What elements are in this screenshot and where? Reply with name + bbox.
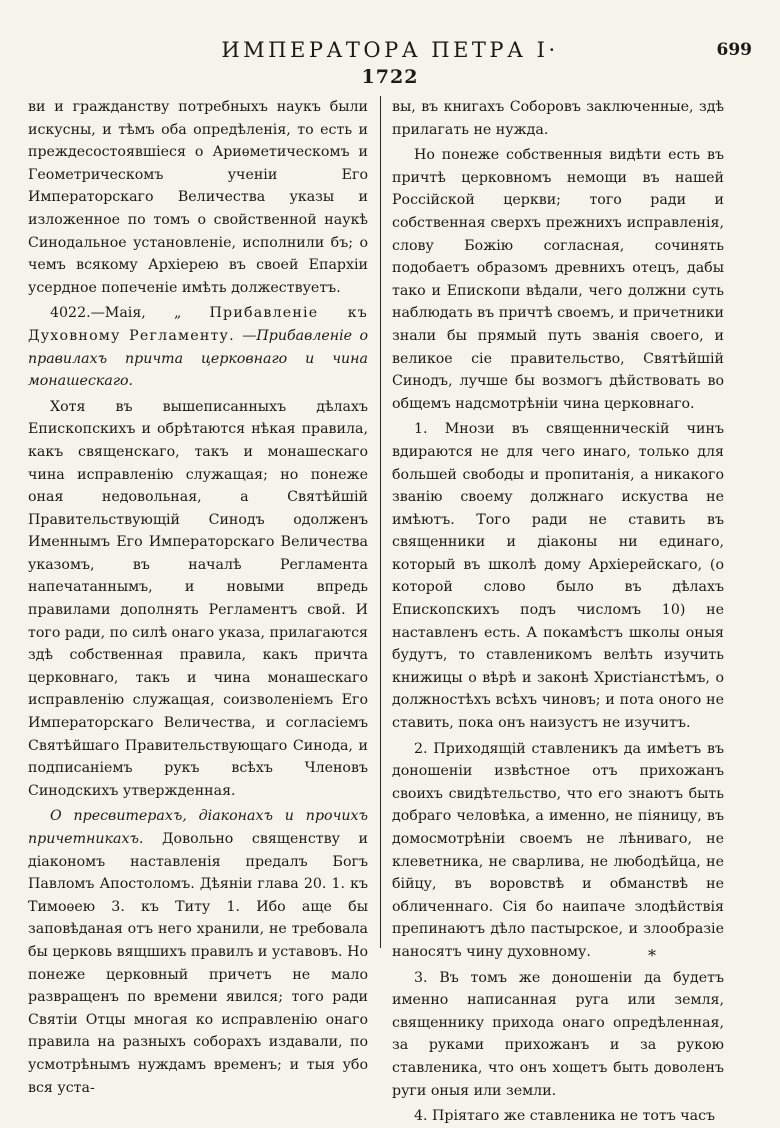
- entry-number: 4022.—Маія,: [50, 305, 146, 322]
- entry-title: Прибавленіе къ Духовному Регламенту.: [28, 305, 369, 344]
- running-title: ИМПЕРАТОРА ПЕТРА I·: [221, 38, 559, 62]
- left-column: [28, 96, 368, 1099]
- footer-mark: *: [648, 946, 656, 965]
- paragraph: 1. Мнози въ священническій чинъ вдираются не для чего инаго, только для большей свободы и пропитанія, а никакого званію своему должнаго искуства не имѣютъ. Того ради не ставить въ священники и діаконы ни единаго, который въ школѣ дому Архіерейскаго, (о которой слово было въ дѣлахъ Епископскихъ подъ числомъ 10) не наставленъ есть. А покамѣстъ школы оныя будутъ, то ставленикомъ велѣть изучить книжицы о вѣрѣ и законѣ Христіанстѣмъ, о должностѣхъ всѣхъ чиновъ; и пота оного не ставить, пока онъ наизустъ не изучитъ.: [392, 421, 724, 732]
- paragraph: ви и гражданству потребныхъ наукъ были искусны, и тѣмъ оба опредѣленія, то есть и преждесостоявшіеся о Ариѳметическомъ и Геометрическомъ ученіи Его Императорскаго Величества указы и изложенное по томъ о свойственной наукѣ Синодальное установленіе, исполнили бъ; о чемъ всякому Архіерею въ своей Епархіи усердное попеченіе имѣть должествуетъ.: [28, 99, 368, 296]
- paragraph: [28, 805, 368, 1099]
- paragraph: 4. Пріятаго же ставленика не тотъ часъ: [414, 1108, 716, 1125]
- paragraph: 2. Приходящій ставленикъ да имѣетъ въ доношеніи извѣстное отъ прихожанъ своихъ свидѣтельство, что его знаютъ быть добраго человѣка, а именно, не піяницу, въ домосмотрѣніи своемъ не лѣниваго, не клеветника, не сварлива, не любодѣйца, не бійцу, въ воровствѣ и обманствѣ не обличеннаго. Сія бо наипаче злодѣйствія препинаютъ дѣло пастырское, и злообразіе наносятъ чину духовному.: [392, 740, 724, 960]
- right-column: [392, 96, 724, 1128]
- section-heading: О пресвитерахъ, діаконахъ и прочихъ причетникахъ.: [28, 808, 368, 847]
- year-heading: 1722: [361, 66, 419, 88]
- paragraph: Хотя въ вышеписанныхъ дѣлахъ Епископскихъ и обрѣтаются нѣкая правила, какъ священскаго, такъ и монашескаго чина исправленію служащая; но понеже оная недовольная, а Святѣйшій Правительствующій Синодъ одолженъ Именнымъ Его Императорскаго Величества указомъ, въ началѣ Регламента напечатаннымъ, и новыми впредь правилами дополнять Регламентъ свой. И того ради, по силѣ онаго указа, прилагаются здѣ собственная правила, какъ причта церковнаго, такъ и чина монашескаго исправленію служащая, соизволеніемъ Его Императорскаго Величества, и согласіемъ Святѣйшаго Правительствующаго Синода, и подписаніемъ рукъ всѣхъ Членовъ Синодскихъ утвержденная.: [28, 398, 368, 799]
- entry-heading: [28, 302, 368, 392]
- paragraph-text: Довольно священству и діакономъ наставленія предалъ Богъ Павломъ Апостоломъ. Дѣяніи глава 20. 1. къ Тимоѳею 3. къ Титу 1. Ибо аще бы заповѣданая отъ него хранили, не требовала бы церковь вящшихъ правилъ и уставовъ. Но понеже церковный причетъ не мало развращенъ по времени явился; того ради Святіи Отцы многая ко исправленію онаго правила на разныхъ соборахъ издавали, по усмотрѣнымъ нуждамъ временъ; и тыя убо вся уста-: [28, 831, 368, 1096]
- page-header: [0, 38, 780, 66]
- paragraph: 3. Въ томъ же доношеніи да будетъ именно написанная руга или земля, священнику прихода онаго опредѣленная, за руками прихожанъ и за рукою ставленика, что онъ хощетъ быть доволенъ руги оныя или земли.: [392, 969, 724, 1099]
- paragraph: вы, въ книгахъ Соборовъ заключенные, здѣ прилагать не нужда.: [392, 99, 724, 138]
- entry-subtitle: —Прибавленіе о правилахъ причта церковнаго и чина монашескаго.: [28, 327, 369, 390]
- column-divider: [380, 96, 381, 948]
- entry-date-mark: „: [173, 305, 182, 322]
- paragraph: Но понеже собственныя видѣти есть въ причтѣ церковномъ немощи въ нашей Россійской церкви; того ради и собственная сверхъ прежнихъ исправленія, слову Божію согласная, сочинять подобаетъ образомъ древнихъ отецъ, дабы тако и Епископи вѣдали, чего должни суть наблюдать въ причтѣ своемъ, и причетники знали бы прямый путь званія своего, и великое сіе правительство, Святѣйшій Синодъ, лучше бы возмогъ дѣйствовать во общемъ надсмотрѣніи чина церковнаго.: [392, 147, 724, 412]
- page-number: 699: [716, 40, 752, 60]
